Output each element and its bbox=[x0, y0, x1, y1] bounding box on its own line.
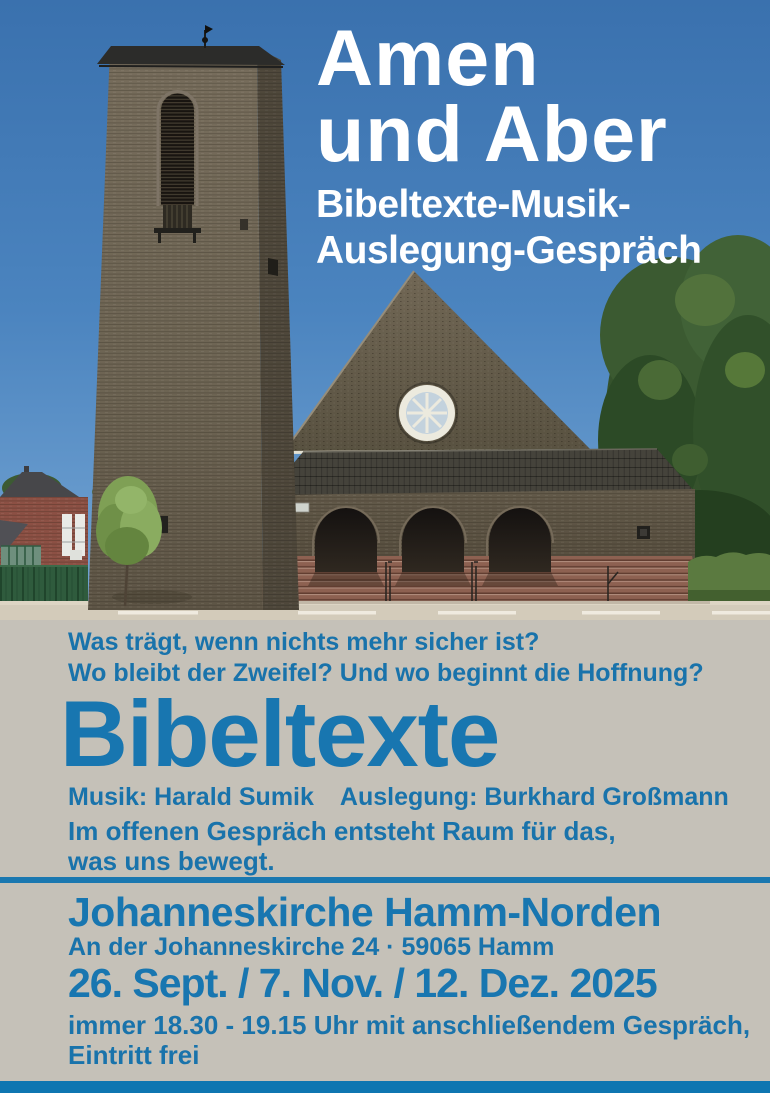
event-dates: 26. Sept. / 7. Nov. / 12. Dez. 2025 bbox=[68, 960, 657, 1006]
louver-window bbox=[161, 94, 194, 205]
tower-cap bbox=[97, 46, 285, 65]
tower-side-vent bbox=[268, 258, 278, 276]
hedge-right bbox=[688, 552, 770, 603]
divider-rule bbox=[0, 877, 770, 883]
poster-subtitle: Bibeltexte-Musik- Auslegung-Gespräch bbox=[316, 182, 702, 272]
house-window-small bbox=[70, 550, 82, 560]
question-line-1: Was trägt, wenn nichts mehr sicher ist? bbox=[68, 628, 540, 656]
house-window bbox=[75, 514, 85, 556]
poster-title: Amen und Aber bbox=[316, 13, 668, 178]
venue-address: An der Johanneskirche 24 · 59065 Hamm bbox=[68, 933, 555, 961]
discussion-line-2: was uns bewegt. bbox=[68, 846, 275, 876]
credits-line bbox=[68, 783, 755, 812]
louver-ledge bbox=[154, 228, 201, 233]
interpretation-credit: Auslegung: Burkhard Großmann bbox=[339, 783, 729, 811]
conservatory bbox=[1, 546, 41, 567]
tower-vent bbox=[240, 219, 248, 230]
music-credit: Musik: Harald Sumik bbox=[68, 783, 314, 811]
house-window bbox=[62, 514, 72, 556]
hero-title-block bbox=[316, 13, 702, 274]
question-line-2: Wo bleibt der Zweifel? Und wo beginnt die Hoffnung? bbox=[68, 659, 704, 687]
bottom-accent-bar bbox=[0, 1081, 770, 1093]
section-headline: Bibeltexte bbox=[60, 681, 500, 786]
info-panel bbox=[0, 620, 770, 1081]
venue-name: Johanneskirche Hamm-Norden bbox=[68, 889, 662, 935]
entrance-roof bbox=[265, 449, 694, 497]
rose-window bbox=[397, 383, 457, 443]
admission-note: Eintritt frei bbox=[68, 1040, 200, 1070]
event-time: immer 18.30 - 19.15 Uhr mit anschließendem Gespräch, bbox=[68, 1010, 751, 1040]
garden-fence bbox=[0, 565, 88, 603]
discussion-line-1: Im offenen Gespräch entsteht Raum für das, bbox=[68, 816, 616, 846]
